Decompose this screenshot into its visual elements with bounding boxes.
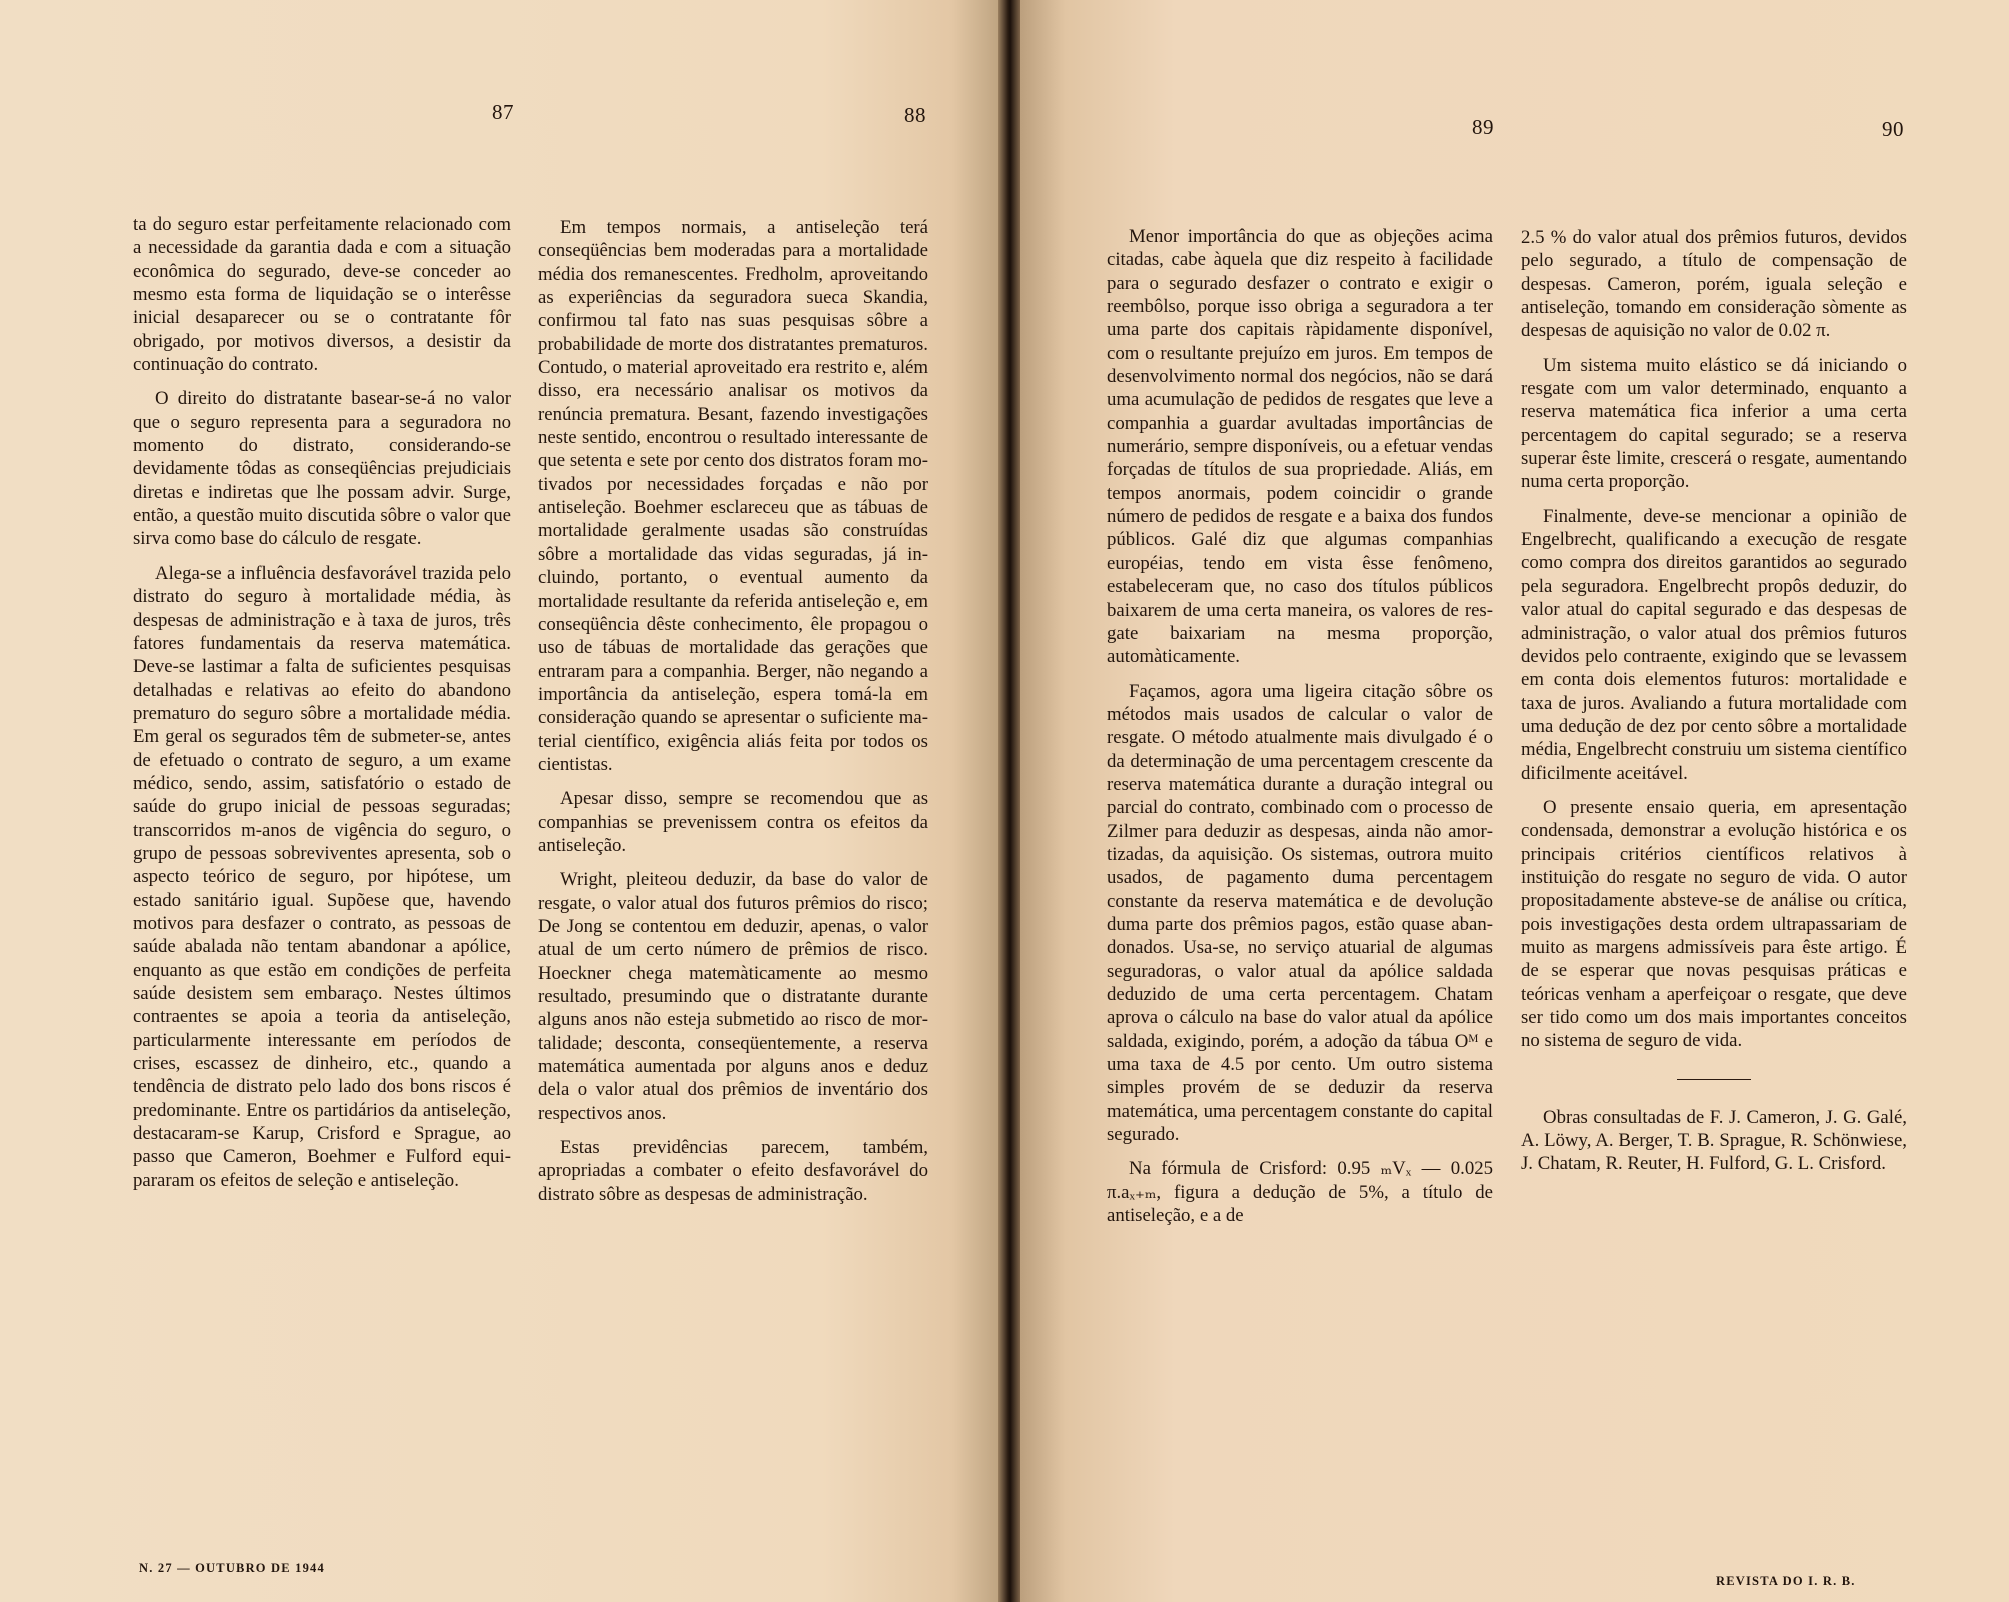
page-number-89: 89 xyxy=(1472,115,1494,139)
paragraph: Alega-se a influência desfavorável trazida pelo distrato do seguro à mortalidade média, às despesas de administração e à taxa de juros, três fatores fundamentais da reserva matemática. Deve-se lastimar a falta de suficientes pesquisas detalhadas e relativas ao efeito do abandono prematuro do seguro sôbre a mortalidade média. Em geral os segurados têm de submeter-se, antes de efetuado o contrato de seguro, a um exame médico, sendo, assim, satisfatório o estado de saúde do grupo inicial de pessoas seguradas; transcorridos m-anos de vigência do seguro, o grupo de pessoas sobreviventes apresenta, sob o aspecto teórico de seguro, por hipótese, um estado sanitário igual. Supõese que, havendo motivos para desfazer o contrato, as pessoas de saúde abalada não tentam abandonar a apólice, enquanto as que estão em condições de perfeita saúde desistem sem embaraço. Nestes últimos contraentes se apoia a teoria da antiseleção, particularmente interessante em períodos de crises, escassez de dinheiro, etc., quando a tendência de distrato pelo lado dos bons riscos é predominante. Entre os partidários da antiseleção, destacaram-se Karup, Crisford e Sprague, ao passo que Cameron, Boehmer e Fulford equipararam os efeitos de seleção e antiseleção. xyxy=(133,562,511,1191)
paragraph: Finalmente, deve-se mencionar a opinião de Engelbrecht, qualificando a execução de resgate como compra dos direitos garantidos ao segurado pela seguradora. Engelbrecht propôs deduzir, do valor atual do capital segurado e das despesas de administração, o valor atual dos prêmios futuros devidos pelo contraente, exigindo que se levassem em conta dois elementos futuros: mortalidade e taxa de juros. Avaliando a futura mortalidade com uma dedução de dez por cento sôbre a mortalidade média, Engelbrecht construiu um sistema científico dificilmente aceitável. xyxy=(1521,505,1907,784)
page-90-column xyxy=(1521,226,1907,1187)
page-number-87: 87 xyxy=(492,100,514,124)
page-88-column xyxy=(538,216,928,1217)
paragraph: Um sistema muito elástico se dá iniciando o resgate com um valor determinado, enquanto a reserva matemática fica inferior a uma certa percentagem do capital segurado; se a reserva superar êste limite, crescerá o resgate, aumentando numa certa proporção. xyxy=(1521,354,1907,493)
page-number-88: 88 xyxy=(904,103,926,127)
paragraph: Estas previdências parecem, também, apropriadas a combater o efeito desfavorável do distrato sôbre as despesas de administração. xyxy=(538,1137,928,1205)
page-89-column xyxy=(1107,225,1493,1238)
paragraph: 2.5 % do valor atual dos prêmios futuros, devidos pelo segurado, a título de compensação de despesas. Cameron, porém, iguala seleção e antiseleção, tomando em consideração sòmente as despesas de aquisição no valor de 0.02 π. xyxy=(1521,227,1907,342)
paragraph: Na fórmula de Crisford: 0.95 ₘVₓ — 0.025 π.aₓ₊ₘ, figura a dedução de 5%, a título de antiseleção, e a de xyxy=(1107,1158,1493,1227)
page-87-column xyxy=(133,213,511,1203)
paragraph: O direito do distratante basear-se-á no valor que o seguro representa para a seguradora no momento do distrato, considerando-se devidamente tôdas as conseqüências prejudiciais diretas e indiretas que lhe possam advir. Surge, então, a questão muito discutida sôbre o valor que sirva como base do cálculo de resgate. xyxy=(133,388,511,550)
paragraph: Menor importância do que as objeções acima citadas, cabe àquela que diz respeito à facilidade para o segurado desfazer o contrato e exigir o reembôlso, porque isso obriga a seguradora a ter uma parte dos capitais ràpidamente disponível, com o resultante prejuízo em juros. Em tempos de desenvolvimento normal dos negócios, não se dará uma acumulação de pedidos de resgates que leve a companhia a guardar avultadas importâncias de numerário, sempre disponíveis, ou a efetuar vendas forçadas de títulos de sua propriedade. Aliás, em tempos anormais, podem coincidir o grande número de pedidos de resgate e a baixa dos fundos públicos. Galé diz que algumas companhias européias, tendo em vista êsse fenômeno, estabeleceram que, no caso dos títulos públicos baixarem de uma certa maneira, os valores de resgate baixariam na mesma proporção, automàticamente. xyxy=(1107,226,1493,668)
section-divider xyxy=(1677,1079,1751,1080)
binding-gutter xyxy=(998,0,1020,1602)
page-number-90: 90 xyxy=(1882,117,1904,141)
paragraph: Apesar disso, sempre se recomendou que as companhias se prevenissem contra os efeitos da antiseleção. xyxy=(538,788,928,856)
paragraph: Wright, pleiteou deduzir, da base do valor de resgate, o valor atual dos futuros prêmios do risco; De Jong se contentou em deduzir, apenas, o valor atual de um certo número de prêmios de risco. Hoeckner chega matemàticamente ao mesmo resultado, presumindo que o distratante durante alguns anos não esteja submetido ao risco de mortalidade; desconta, conseqüentemente, a reserva matemática aumentada por alguns anos e deduz dela o valor atual dos prêmios de inventário dos respectivos anos. xyxy=(538,869,928,1124)
paragraph: Em tempos normais, a antiseleção terá conseqüências bem moderadas para a mortalidade média dos remanescentes. Fredholm, aproveitando as experiências da seguradora sueca Skandia, confirmou tal fato nas suas pesquisas sôbre a probabilidade de morte dos distratantes prematuros. Contudo, o material aproveitado era restrito e, além disso, era necessário analisar os motivos da renúncia prematura. Besant, fazendo investigações neste sentido, encontrou o resultado interessante de que setenta e sete por cento dos distratos foram motivados por necessidades forçadas e não por antiseleção. Boehmer esclareceu que as tábuas de mortalidade geralmente usadas são construídas sôbre a mortalidade das vidas seguradas, já incluindo, portanto, o eventual aumento da mortalidade resultante da referida antiseleção e, em conseqüência dêste conhecimento, êle propagou o uso de tábuas de mortalidade das gerações que entraram para a companhia. Berger, não negando a importância da antiseleção, espera tomá-la em consideração quando se apresentar o suficiente material científico, exigência aliás feita por todos os cientistas. xyxy=(538,217,928,775)
footer-journal: REVISTA DO I. R. B. xyxy=(1716,1574,1856,1588)
paragraph: O presente ensaio queria, em apresentação condensada, demonstrar a evolução histórica e os principais critérios científicos relativos à instituição do resgate no seguro de vida. O autor propositadamente absteve-se de análise ou crítica, pois investigações desta ordem ultrapassariam de muito as margens admissíveis para êste artigo. É de se esperar que novas pesquisas práticas e teóricas venham a aperfeiçoar o resgate, que deve ser tido como um dos mais importantes conceitos no sistema de seguro de vida. xyxy=(1521,796,1907,1052)
paragraph: ta do seguro estar perfeitamente relacionado com a necessidade da garantia dada e com a situação econômica do segurado, deve-se conceder ao mesmo esta forma de liquidação se o interêsse inicial desaparecer ou se o contratante fôr obrigado, por motivos diversos, a desistir da continuação do contrato. xyxy=(133,214,511,376)
references: Obras consultadas de F. J. Cameron, J. G. Galé, A. Löwy, A. Berger, T. B. Sprague, R. Schönwiese, J. Chatam, R. Reuter, H. Fulford, G. L. Crisford. xyxy=(1521,1106,1907,1175)
footer-issue: N. 27 — OUTUBRO DE 1944 xyxy=(139,1561,325,1575)
paragraph: Façamos, agora uma ligeira citação sôbre os métodos mais usados de calcular o valor de resgate. O método atualmente mais divulgado é o da determinação de uma percentagem crescente da reserva matemática durante a duração integral ou parcial do contrato, combinado com o processo de Zilmer para deduzir as despesas, ainda não amortizadas, da aquisição. Os sistemas, outrora muito usados, de pagamento duma percentagem constante da reserva matemática e de devolução duma parte dos prêmios pagos, estão quase abandonados. Usa-se, no serviço atuarial de algumas seguradoras, o valor atual da apólice saldada deduzido de uma certa percentagem. Chatam aprova o cálculo na base do valor atual da apólice saldada, exigindo, porém, a adoção da tábua Oᴹ e uma taxa de 4.5 por cento. Um outro sistema simples provém de se deduzir da reserva matemática, uma percentagem constante do capital segurado. xyxy=(1107,680,1493,1146)
